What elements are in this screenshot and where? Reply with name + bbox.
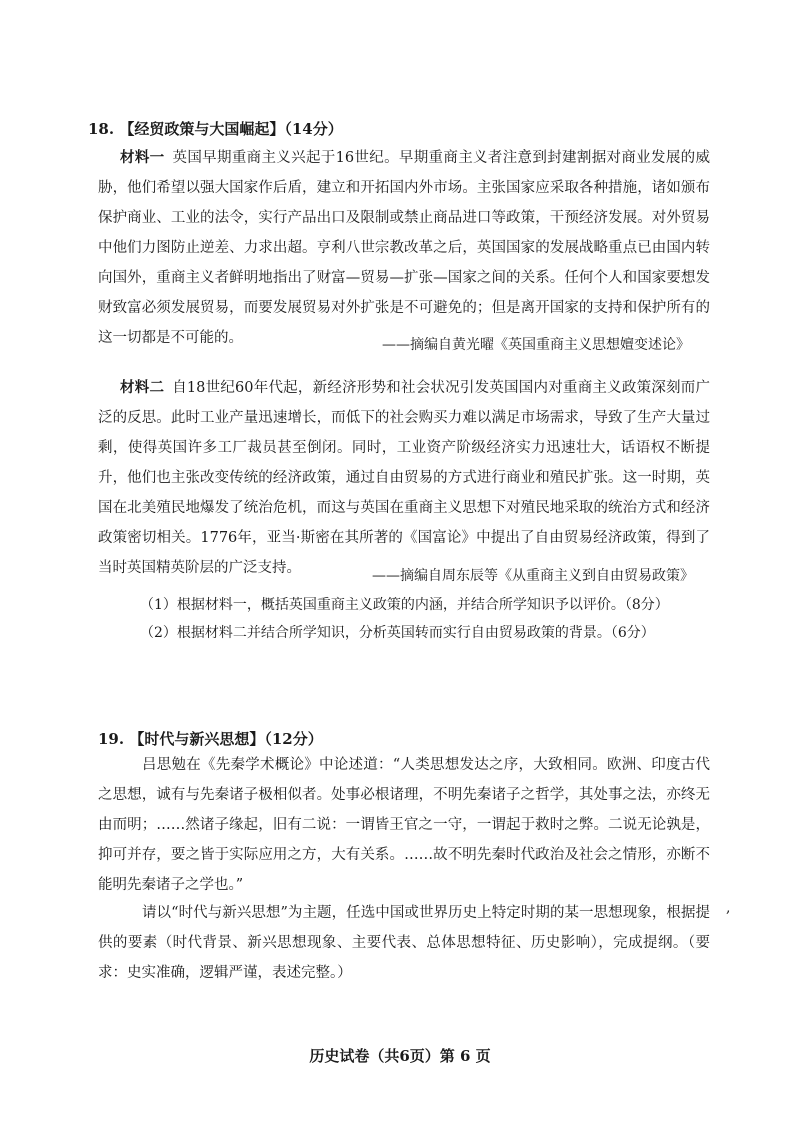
material-1-label: 材料一 bbox=[120, 149, 165, 166]
question-18-2: （2）根据材料二并结合所学知识，分析英国转而实行自由贸易政策的背景。（6分） bbox=[140, 625, 655, 641]
material-1 bbox=[98, 143, 710, 353]
question-18-header: 18. 【经贸政策与大国崛起】（14分） bbox=[88, 120, 343, 138]
material-2 bbox=[98, 373, 710, 583]
material-1-source: ——摘编自黄光曜《英国重商主义思想嬗变述论》 bbox=[382, 337, 690, 353]
page-footer: 历史试卷（共6页）第 6 页 bbox=[309, 1047, 491, 1065]
question-19-quote: 吕思勉在《先秦学术概论》中论述道：“人类思想发达之序，大致相同。欧洲、印度古代之思想，诚有与先秦诸子极相似者。处事必根诸理，不明先秦诸子之哲学，其处事之法，亦终无由而明；……然诸子缘起，旧有二说：一谓皆王官之一守，一谓起于救时之弊。二说无论孰是，抑可并存，要之皆于实际应用之方，大有关系。……故不明先秦时代政治及社会之情形，亦断不能明先秦诸子之学也。” bbox=[98, 757, 710, 893]
material-2-label: 材料二 bbox=[120, 379, 165, 396]
question-19-header: 19. 【时代与新兴思想】（12分） bbox=[98, 730, 323, 748]
question-19-task: 请以“时代与新兴思想”为主题，任选中国或世界历史上特定时期的某一思想现象，根据提供的要素（时代背景、新兴思想现象、主要代表、总体思想特征、历史影响），完成提纲。（要求：史实准确，逻辑严谨，表述完整。） bbox=[98, 905, 710, 981]
material-1-text: 英国早期重商主义兴起于16世纪。早期重商主义者注意到封建割据对商业发展的威胁，他们希望以强大国家作后盾，建立和开拓国内外市场。主张国家应采取各种措施，诸如颁布保护商业、工业的法令，实行产品出口及限制或禁止商品进口等政策，干预经济发展。对外贸易中他们力图防止逆差、力求出超。亨利八世宗教改革之后，英国国家的发展战略重点已由国内转向国外，重商主义者鲜明地指出了财富—贸易—扩张—国家之间的关系。任何个人和国家要想发财致富必须发展贸易，而要发展贸易对外扩张是不可避免的；但是离开国家的支持和保护所有的这一切都是不可能的。 bbox=[98, 150, 711, 346]
material-2-source: ——摘编自周东辰等《从重商主义到自由贸易政策》 bbox=[372, 568, 694, 584]
pen-mark: , bbox=[726, 900, 731, 916]
material-2-text: 自18世纪60年代起，新经济形势和社会状况引发英国国内对重商主义政策深刻而广泛的反思。此时工业产量迅速增长，而低下的社会购买力难以满足市场需求，导致了生产大量过剩，使得英国许多工厂裁员甚至倒闭。同时，工业资产阶级经济实力迅速壮大，话语权不断提升，他们也主张改变传统的经济政策，通过自由贸易的方式进行商业和殖民扩张。这一时期，英国在北美殖民地爆发了统治危机，而这与英国在重商主义思想下对殖民地采取的统治方式和经济政策密切相关。1776年，亚当·斯密在其所著的《国富论》中提出了自由贸易经济政策，得到了当时英国精英阶层的广泛支持。 bbox=[98, 380, 711, 576]
question-18-1: （1）根据材料一，概括英国重商主义政策的内涵，并结合所学知识予以评价。（8分） bbox=[140, 597, 669, 613]
